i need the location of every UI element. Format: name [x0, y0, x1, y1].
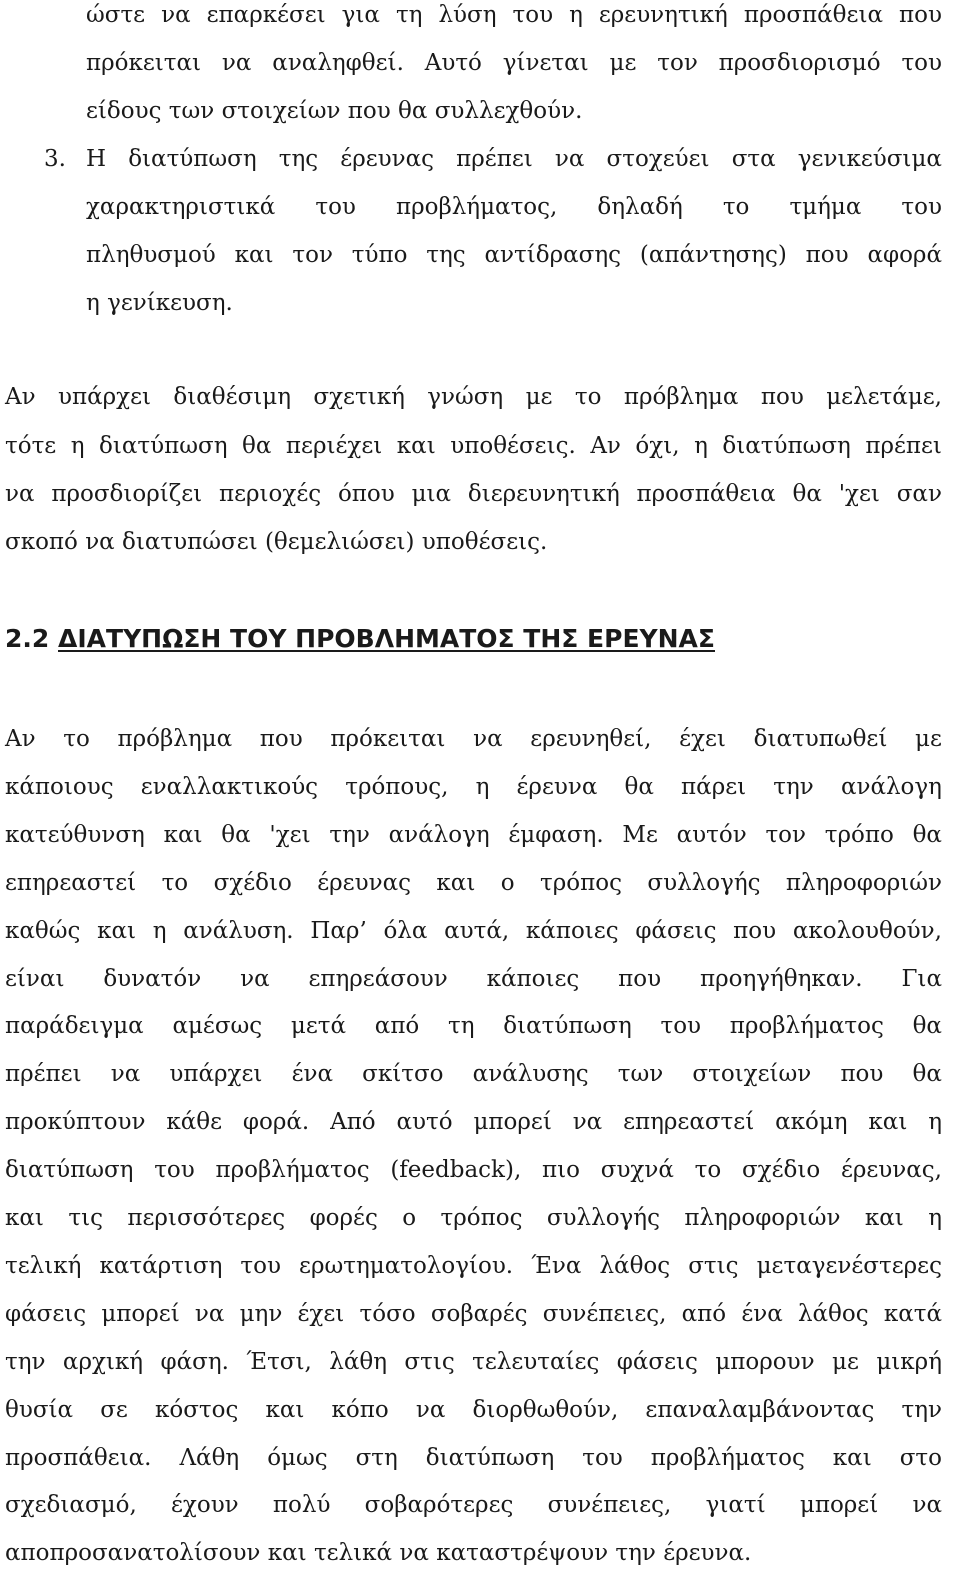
paragraph-2-line-13: φάσεις μπορεί να μην έχει τόσο σοβαρές συνέπειες, από ένα λάθος κατά [5, 1301, 942, 1327]
paragraph-1-line-4: σκοπό να διατυπώσει (θεμελιώσει) υποθέσεις. [5, 529, 548, 555]
paragraph-2-line-5: καθώς και η ανάλυση. Παρ’ όλα αυτά, κάποιες φάσεις που ακολουθούν, [5, 918, 942, 944]
section-heading [5, 622, 715, 656]
paragraph-2-line-11: και τις περισσότερες φορές ο τρόπος συλλογής πληροφοριών και η [5, 1205, 942, 1231]
list-continuation-line-2: πρόκειται να αναληφθεί. Αυτό γίνεται με τον προσδιορισμό του [86, 50, 942, 76]
list-item-3-line-2: χαρακτηριστικά του προβλήματος, δηλαδή το τμήμα του [86, 194, 942, 220]
paragraph-2-line-9: προκύπτουν κάθε φορά. Από αυτό μπορεί να επηρεαστεί ακόμη και η [5, 1109, 942, 1135]
list-continuation-line-3: είδους των στοιχείων που θα συλλεχθούν. [86, 98, 583, 124]
paragraph-2-line-10: διατύπωση του προβλήματος (feedback), πιο συχνά το σχέδιο έρευνας, [5, 1157, 942, 1183]
paragraph-2-line-1: Αν το πρόβλημα που πρόκειται να ερευνηθεί, έχει διατυπωθεί με [5, 726, 942, 752]
section-title: ΔΙΑΤΥΠΩΣΗ ΤΟΥ ΠΡΟΒΛΗΜΑΤΟΣ ΤΗΣ ΕΡΕΥΝΑΣ [58, 624, 715, 653]
paragraph-2-line-17: σχεδιασμό, έχουν πολύ σοβαρότερες συνέπειες, γιατί μπορεί να [5, 1492, 942, 1518]
paragraph-2-line-18: αποπροσανατολίσουν και τελικά να καταστρέψουν την έρευνα. [5, 1540, 752, 1566]
paragraph-2-line-6: είναι δυνατόν να επηρεάσουν κάποιες που προηγήθηκαν. Για [5, 966, 942, 992]
list-item-3-line-3: πληθυσμού και τον τύπο της αντίδρασης (απάντησης) που αφορά [86, 242, 942, 268]
paragraph-1-line-1: Αν υπάρχει διαθέσιμη σχετική γνώση με το πρόβλημα που μελετάμε, [5, 384, 942, 410]
paragraph-2-line-3: κατεύθυνση και θα 'χει την ανάλογη έμφαση. Με αυτόν τον τρόπο θα [5, 822, 942, 848]
paragraph-2-line-8: πρέπει να υπάρχει ένα σκίτσο ανάλυσης των στοιχείων που θα [5, 1061, 942, 1087]
paragraph-1-line-2: τότε η διατύπωση θα περιέχει και υποθέσεις. Αν όχι, η διατύπωση πρέπει [5, 433, 942, 459]
paragraph-1-line-3: να προσδιορίζει περιοχές όπου μια διερευνητική προσπάθεια θα 'χει σαν [5, 481, 942, 507]
list-item-3-line-4: η γενίκευση. [86, 290, 233, 316]
paragraph-2-line-2: κάποιους εναλλακτικούς τρόπους, η έρευνα θα πάρει την ανάλογη [5, 774, 942, 800]
paragraph-2-line-15: θυσία σε κόστος και κόπο να διορθωθούν, επαναλαμβάνοντας την [5, 1397, 942, 1423]
paragraph-2-line-12: τελική κατάρτιση του ερωτηματολογίου. Ένα λάθος στις μεταγενέστερες [5, 1253, 942, 1279]
paragraph-2-line-7: παράδειγμα αμέσως μετά από τη διατύπωση του προβλήματος θα [5, 1013, 942, 1039]
list-item-3-line-1: Η διατύπωση της έρευνας πρέπει να στοχεύει στα γενικεύσιμα [86, 146, 942, 172]
list-continuation-line-1: ώστε να επαρκέσει για τη λύση του η ερευνητική προσπάθεια που [86, 2, 942, 28]
paragraph-2-line-4: επηρεαστεί το σχέδιο έρευνας και ο τρόπος συλλογής πληροφοριών [5, 870, 942, 896]
paragraph-2-line-14: την αρχική φάση. Έτσι, λάθη στις τελευταίες φάσεις μπορουν με μικρή [5, 1349, 942, 1375]
section-number: 2.2 [5, 624, 50, 653]
paragraph-2-line-16: προσπάθεια. Λάθη όμως στη διατύπωση του προβλήματος και στο [5, 1445, 942, 1471]
list-item-number: 3. [44, 146, 66, 172]
